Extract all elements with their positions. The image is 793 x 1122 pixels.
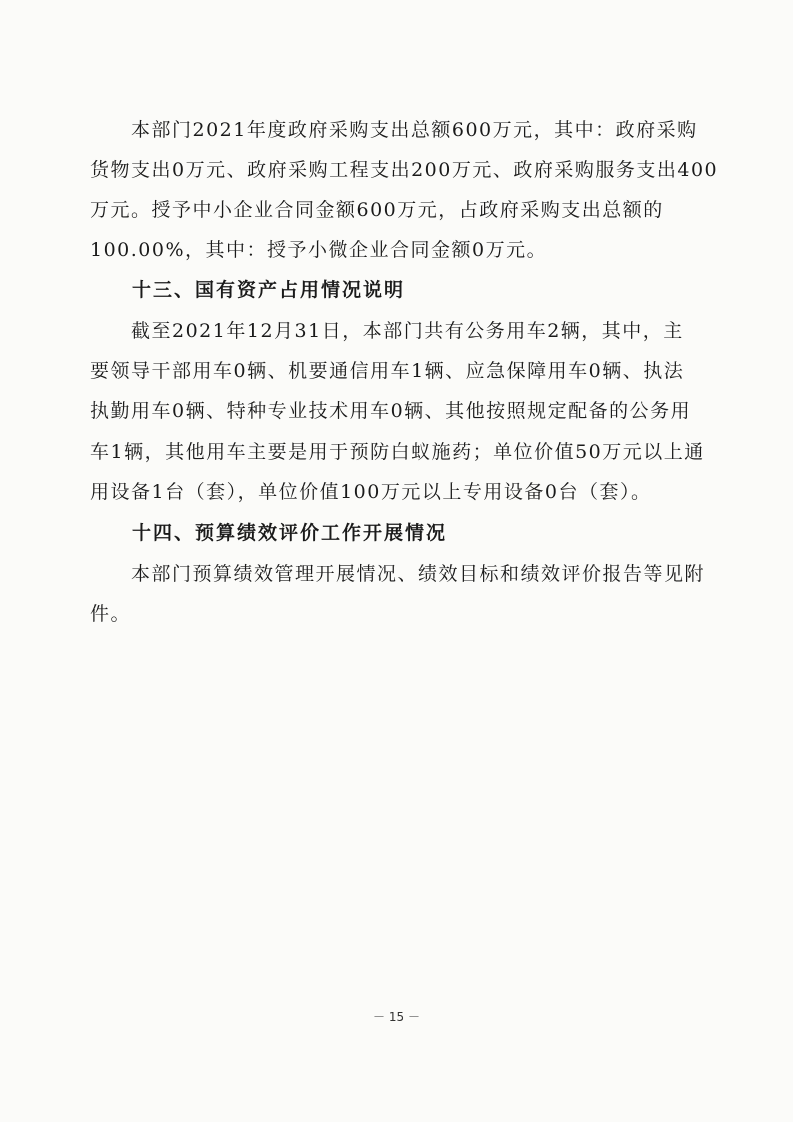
section-14-heading: 十四、预算绩效评价工作开展情况 (90, 522, 448, 544)
page-number: － 15 － (373, 1010, 420, 1024)
section-13-heading: 十三、国有资产占用情况说明 (90, 279, 406, 301)
assets-line-1: 截至2021年12月31日，本部门共有公务用车2辆，其中，主 (90, 320, 684, 342)
procurement-line-3: 万元。授予中小企业合同金额600万元，占政府采购支出总额的 (90, 199, 664, 221)
performance-line-2: 件。 (90, 603, 132, 625)
assets-line-4: 车1辆，其他用车主要是用于预防白蚁施药；单位价值50万元以上通 (90, 441, 705, 463)
assets-line-2: 要领导干部用车0辆、机要通信用车1辆、应急保障用车0辆、执法 (90, 360, 685, 382)
procurement-line-2: 货物支出0万元、政府采购工程支出200万元、政府采购服务支出400 (90, 159, 719, 181)
procurement-line-4: 100.00%，其中：授予小微企业合同金额0万元。 (90, 239, 548, 261)
performance-line-1: 本部门预算绩效管理开展情况、绩效目标和绩效评价报告等见附 (90, 563, 706, 585)
assets-line-3: 执勤用车0辆、特种专业技术用车0辆、其他按照规定配备的公务用 (90, 400, 692, 422)
procurement-line-1: 本部门2021年度政府采购支出总额600万元，其中：政府采购 (90, 119, 698, 141)
assets-line-5: 用设备1台（套），单位价值100万元以上专用设备0台（套）。 (90, 481, 652, 503)
